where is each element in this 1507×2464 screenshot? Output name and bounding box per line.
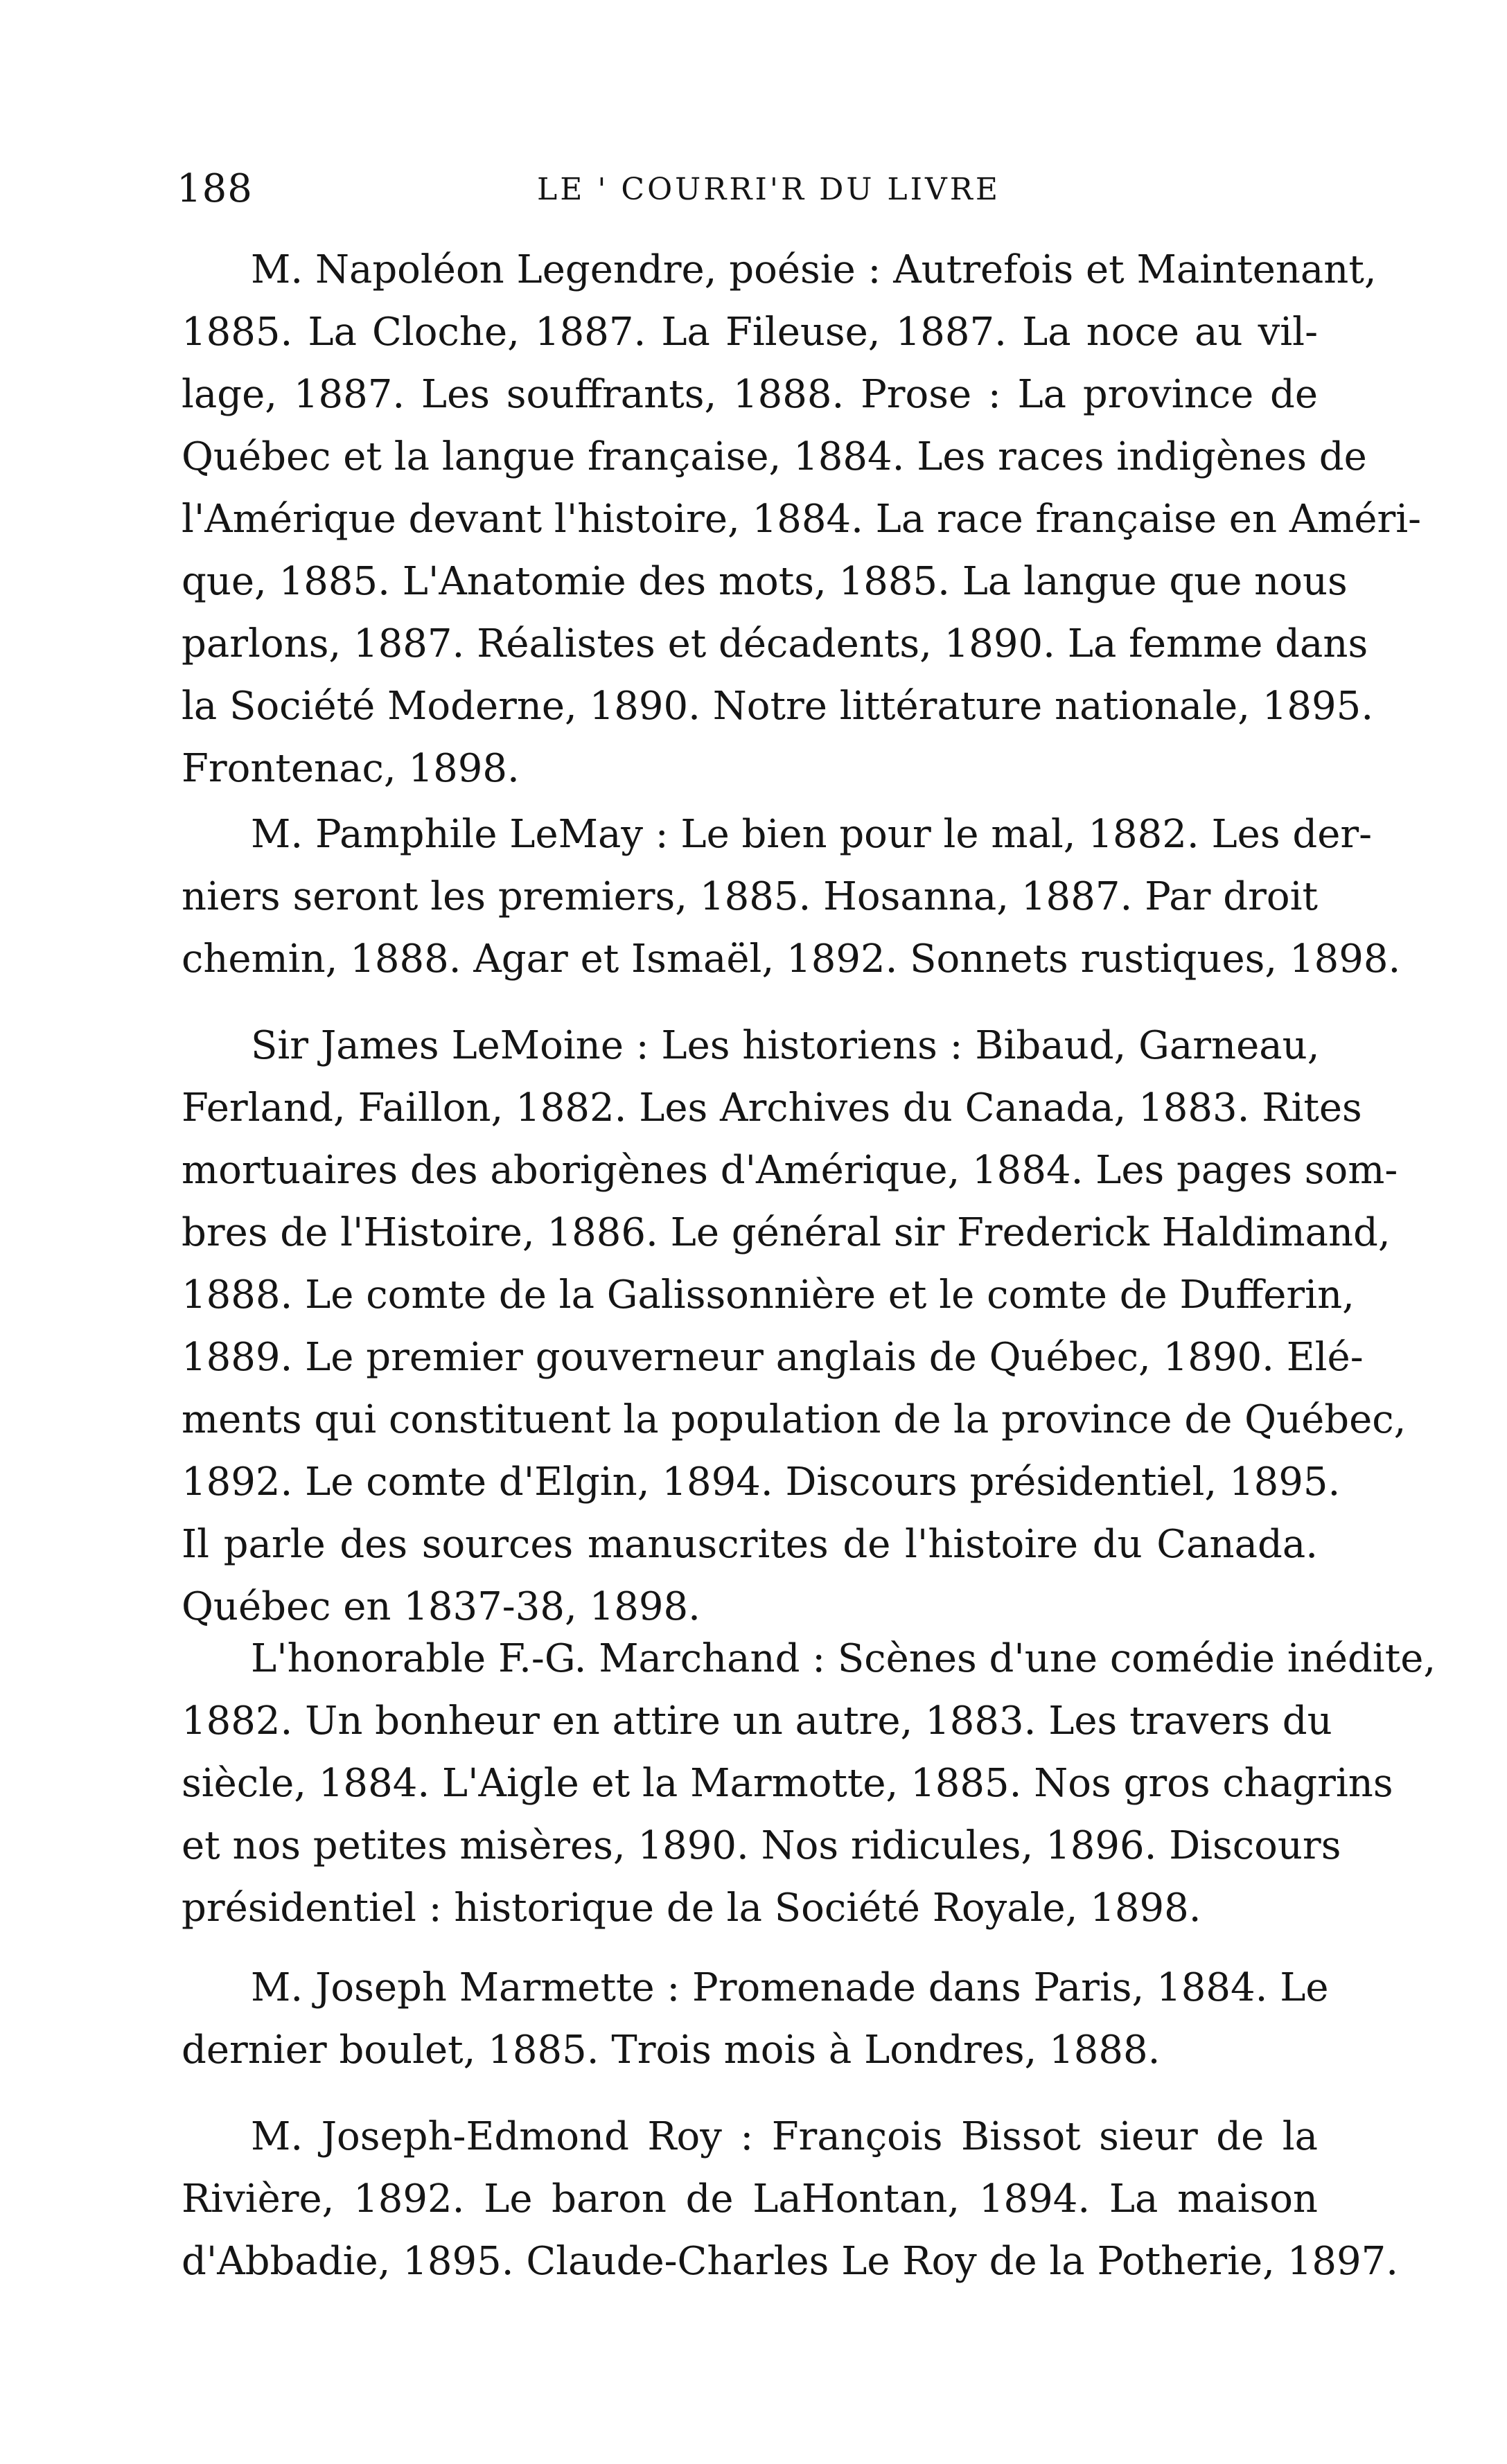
text-line: Québec et la langue française, 1884. Les races indigènes de — [182, 434, 1367, 479]
text-line: Rivière, 1892. Le baron de LaHontan, 1894. La maison — [182, 2177, 1318, 2222]
page-number: 188 — [177, 166, 253, 211]
text-line: Ferland, Faillon, 1882. Les Archives du Canada, 1883. Rites — [182, 1085, 1362, 1131]
bibliography-entry-roy — [182, 2106, 1399, 2293]
text-line: M. Pamphile LeMay : Le bien pour le mal, 1882. Les der- — [251, 812, 1373, 857]
text-line: 1885. La Cloche, 1887. La Fileuse, 1887. La noce au vil- — [182, 310, 1318, 355]
text-line: Sir James LeMoine : Les historiens : Bibaud, Garneau, — [251, 1023, 1320, 1068]
text-line: M. Napoléon Legendre, poésie : Autrefois et Maintenant, — [251, 247, 1377, 292]
text-line: L'honorable F.-G. Marchand : Scènes d'une comédie inédite, — [251, 1636, 1436, 1681]
text-line: et nos petites misères, 1890. Nos ridicules, 1896. Discours — [182, 1823, 1341, 1868]
bibliography-entry-marmette — [182, 1957, 1329, 2082]
text-line: 1888. Le comte de la Galissonnière et le comte de Dufferin, — [182, 1273, 1355, 1318]
text-line: bres de l'Histoire, 1886. Le général sir Frederick Haldimand, — [182, 1210, 1391, 1255]
text-line: 1889. Le premier gouverneur anglais de Québec, 1890. Elé- — [182, 1335, 1364, 1380]
text-line: ments qui constituent la population de la province de Québec, — [182, 1397, 1407, 1442]
text-line: lage, 1887. Les souffrants, 1888. Prose : La province de — [182, 372, 1318, 417]
text-line: que, 1885. L'Anatomie des mots, 1885. La langue que nous — [182, 559, 1348, 604]
text-line: présidentiel : historique de la Société Royale, 1898. — [182, 1886, 1201, 1931]
text-line: Québec en 1837-38, 1898. — [182, 1584, 700, 1629]
text-line: 1892. Le comte d'Elgin, 1894. Discours présidentiel, 1895. — [182, 1460, 1341, 1505]
text-line: siècle, 1884. L'Aigle et la Marmotte, 1885. Nos gros chagrins — [182, 1761, 1393, 1806]
text-line: M. Joseph Marmette : Promenade dans Paris, 1884. Le — [251, 1965, 1329, 2010]
text-line: Frontenac, 1898. — [182, 746, 520, 791]
text-line: niers seront les premiers, 1885. Hosanna, 1887. Par droit — [182, 874, 1318, 919]
text-line: mortuaires des aborigènes d'Amérique, 1884. Les pages som- — [182, 1148, 1398, 1193]
text-line: 1882. Un bonheur en attire un autre, 1883. Les travers du — [182, 1699, 1332, 1744]
bibliography-entry-legendre — [182, 239, 1422, 800]
text-line: parlons, 1887. Réalistes et décadents, 1890. La femme dans — [182, 621, 1368, 666]
text-line: Il parle des sources manuscrites de l'histoire du Canada. — [182, 1522, 1318, 1567]
bibliography-entry-lemoine — [182, 1015, 1407, 1638]
text-line: d'Abbadie, 1895. Claude-Charles Le Roy de la Potherie, 1897. — [182, 2239, 1399, 2284]
text-line: la Société Moderne, 1890. Notre littérature nationale, 1895. — [182, 684, 1374, 729]
text-line: chemin, 1888. Agar et Ismaël, 1892. Sonnets rustiques, 1898. — [182, 937, 1401, 982]
text-line: dernier boulet, 1885. Trois mois à Londres, 1888. — [182, 2028, 1161, 2073]
text-line: l'Amérique devant l'histoire, 1884. La race française en Améri- — [182, 497, 1422, 542]
text-line: M. Joseph-Edmond Roy : François Bissot sieur de la — [251, 2114, 1318, 2159]
bibliography-entry-lemay — [182, 804, 1401, 991]
bibliography-entry-marchand — [182, 1628, 1436, 1940]
running-title: LE ' COURRI'R DU LIVRE — [537, 172, 1001, 207]
running-head — [177, 166, 1313, 222]
